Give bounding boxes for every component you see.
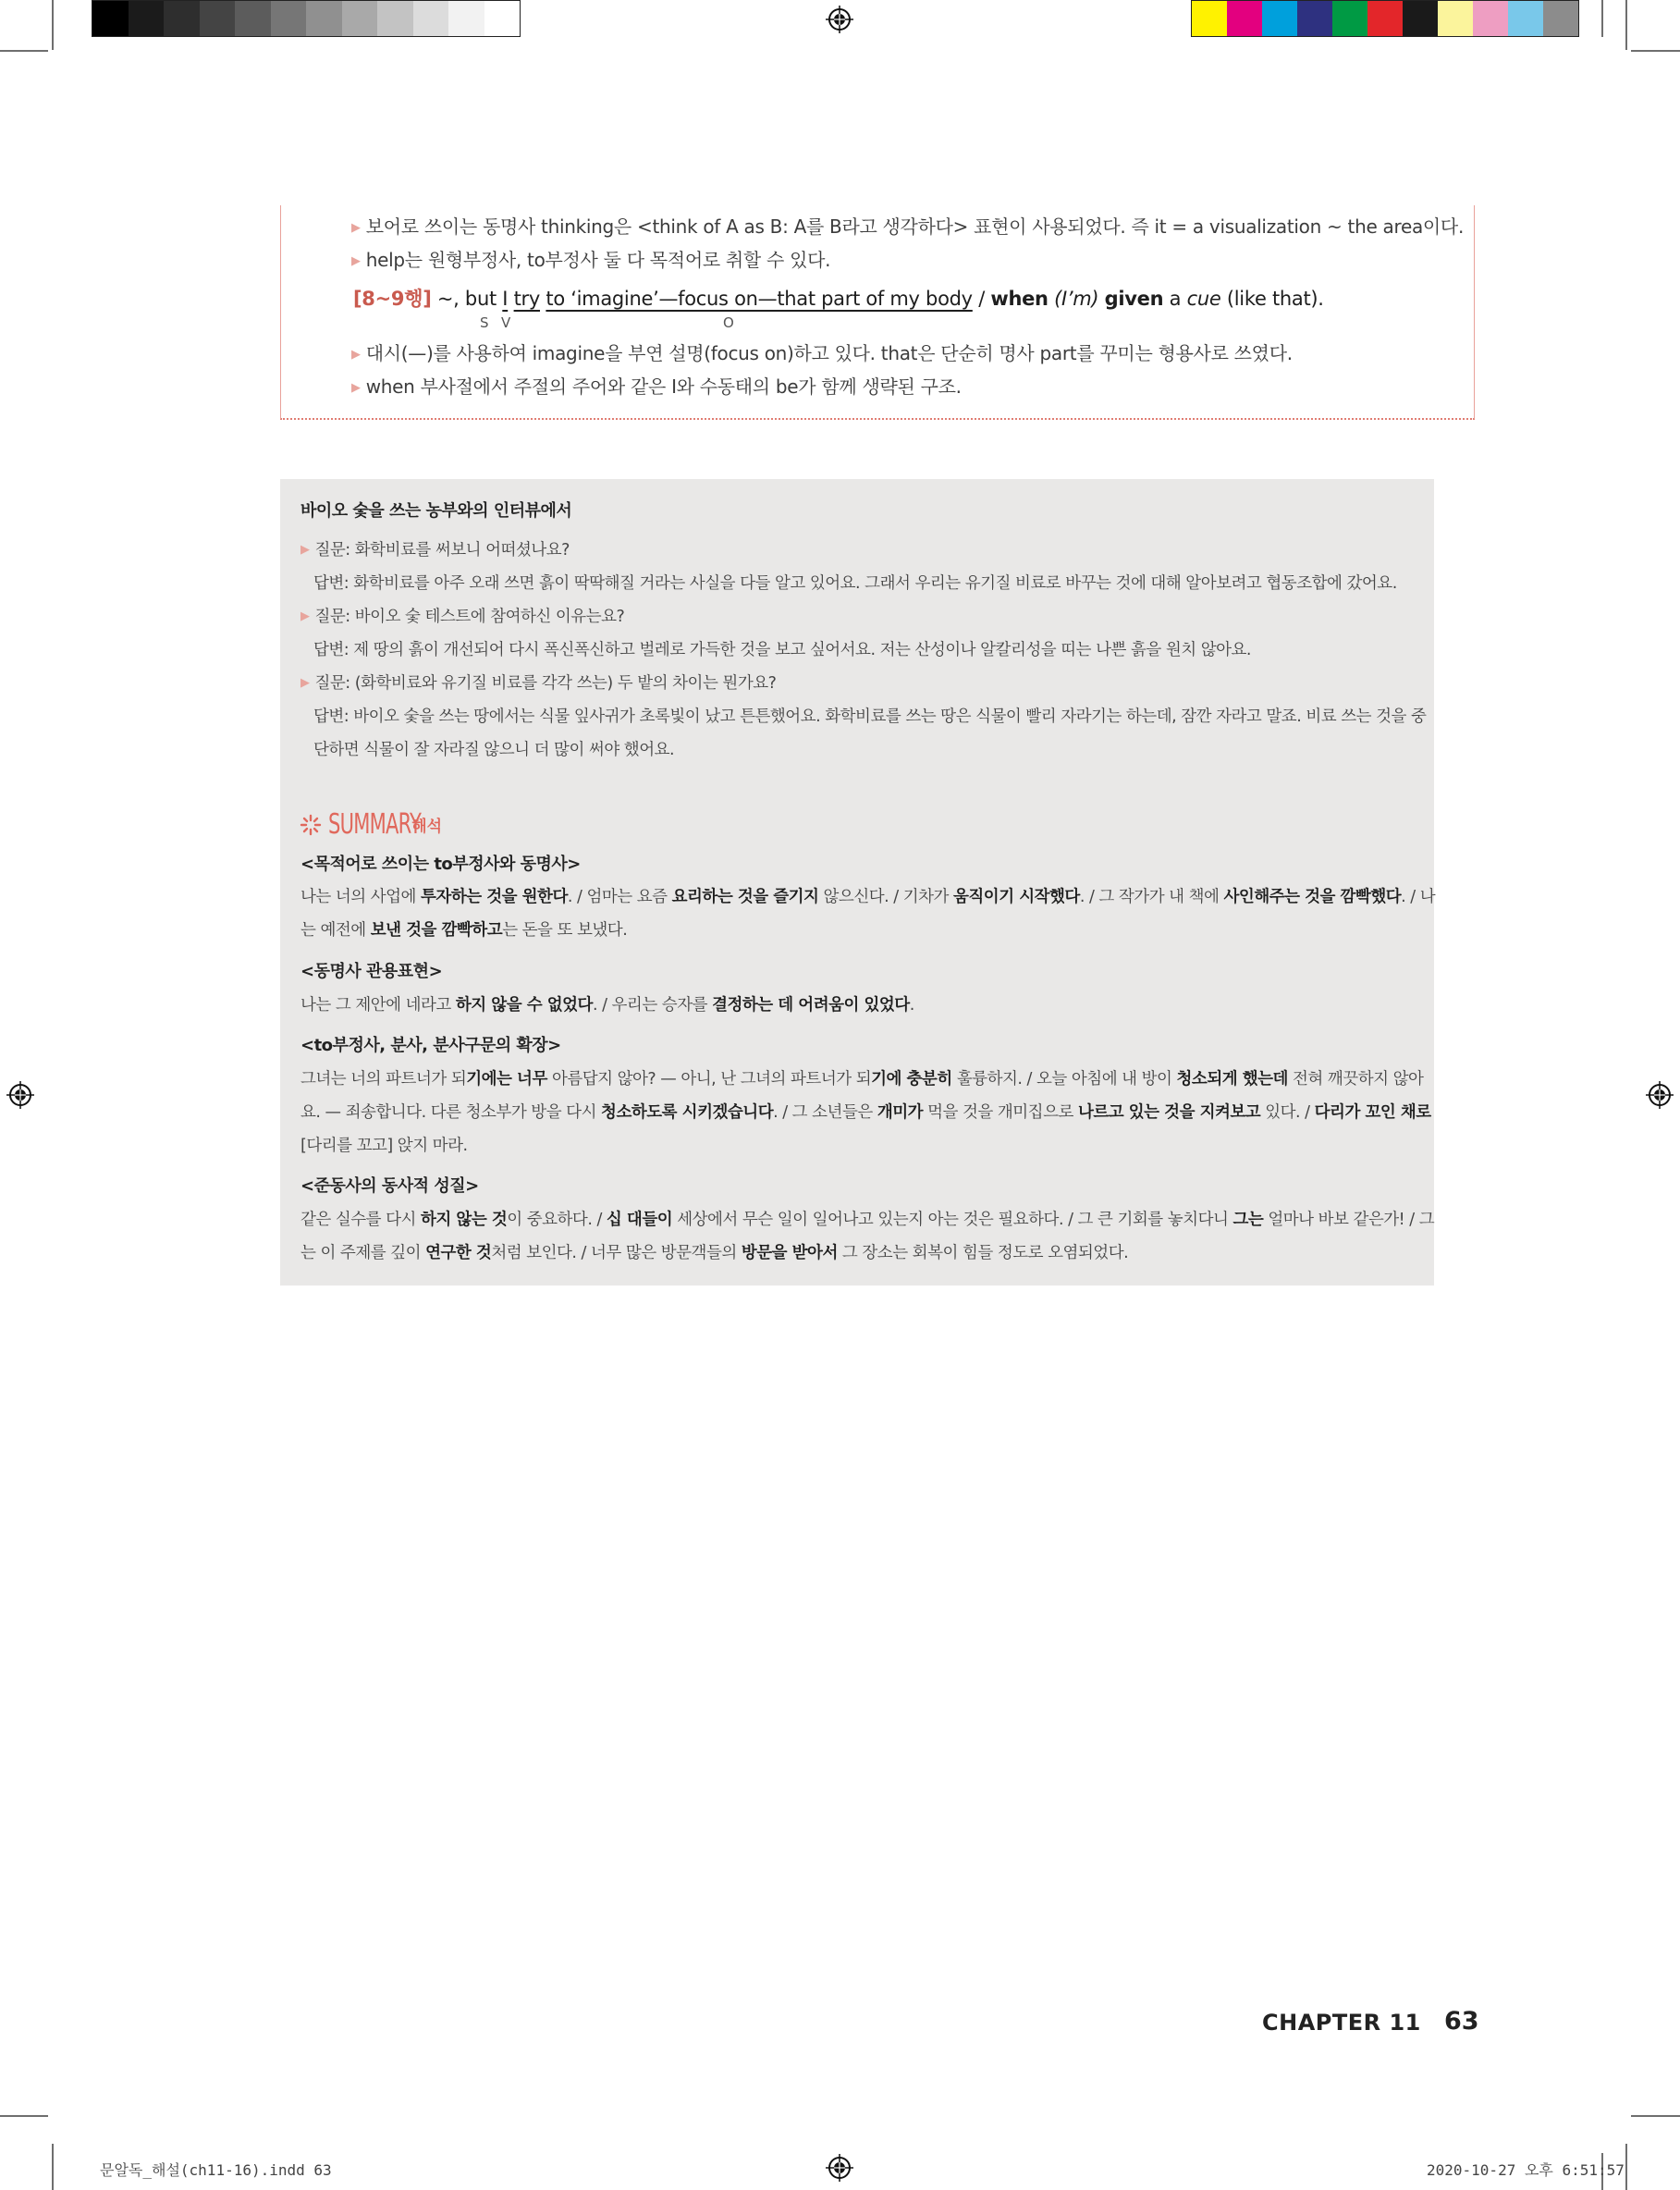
summary-text-line bbox=[300, 992, 914, 1015]
subject-word: I bbox=[502, 288, 509, 310]
object-phrase: to ‘imagine’—focus on—that part of my body bbox=[546, 288, 973, 310]
body-text: [다리를 꼬고] 앉지 마라. bbox=[300, 1137, 468, 1155]
color-swatch bbox=[1543, 1, 1578, 36]
gray-swatch bbox=[342, 1, 378, 36]
summary-section-title: <동명사 관용표현> bbox=[300, 962, 443, 981]
crop-mark bbox=[1625, 0, 1627, 50]
summary-section-title: <to부정사, 분사, 분사구문의 확장> bbox=[300, 1036, 561, 1055]
verb-marker: V bbox=[501, 314, 511, 331]
gray-swatch bbox=[377, 1, 413, 36]
note-line: ▶ 대시(—)를 사용하여 imagine을 부연 설명(focus on)하고 있다. that은 단순히 명사 part를 꾸미는 형용사로 쓰였다. bbox=[351, 342, 1293, 364]
body-text: 않으신다. / 기차가 bbox=[818, 888, 953, 906]
emphasis-text: 기에 충분히 bbox=[871, 1070, 952, 1089]
emphasis-text: 다리가 꼬인 채로 bbox=[1314, 1103, 1431, 1122]
triangle-bullet-icon: ▶ bbox=[300, 543, 310, 557]
gray-swatch bbox=[164, 1, 200, 36]
crop-mark bbox=[52, 0, 54, 50]
page-number: 63 bbox=[1444, 2007, 1479, 2036]
verb-word: try bbox=[513, 288, 540, 310]
emphasis-text: 움직이기 시작했다 bbox=[953, 888, 1080, 906]
summary-text-line bbox=[300, 1066, 1423, 1089]
body-text: 그 장소는 회복이 힘들 정도로 오염되었다. bbox=[837, 1244, 1129, 1262]
summary-text-line bbox=[300, 1100, 1431, 1123]
color-swatch bbox=[1473, 1, 1508, 36]
summary-section-title: <목적어로 쓰이는 to부정사와 동명사> bbox=[300, 855, 581, 874]
object-marker: O bbox=[723, 314, 734, 331]
body-text: . / 그 소년들은 bbox=[773, 1103, 877, 1122]
gray-swatch bbox=[200, 1, 236, 36]
body-text: 는 이 주제를 깊이 bbox=[300, 1244, 426, 1262]
triangle-bullet-icon: ▶ bbox=[351, 254, 361, 268]
emphasis-text: 나르고 있는 것을 지켜보고 bbox=[1077, 1103, 1261, 1122]
emphasis-text: 보낸 것을 깜빡하고 bbox=[370, 921, 503, 940]
body-text: . / 나 bbox=[1401, 888, 1436, 906]
emphasis-text: 기에는 너무 bbox=[466, 1070, 547, 1089]
emphasis-text: 십 대들이 bbox=[606, 1211, 673, 1229]
body-text: 요. — 죄송합니다. 다른 청소부가 방을 다시 bbox=[300, 1103, 602, 1122]
translation-panel bbox=[280, 479, 1434, 1286]
body-text: . bbox=[909, 996, 914, 1015]
emphasis-text: 그는 bbox=[1232, 1211, 1264, 1229]
summary-title: SUMMARY bbox=[328, 808, 422, 841]
summary-text-line bbox=[300, 884, 1435, 907]
note-line: ▶ when 부사절에서 주절의 주어와 같은 I와 수동태의 be가 함께 생략된 구조. bbox=[351, 375, 962, 398]
emphasis-text: 사인해주는 것을 깜빡했다 bbox=[1223, 888, 1402, 906]
body-text: 전혀 깨끗하지 않아 bbox=[1287, 1070, 1424, 1089]
process-color-bar bbox=[1191, 0, 1579, 37]
triangle-bullet-icon: ▶ bbox=[300, 609, 310, 623]
chapter-label: CHAPTER 11 bbox=[1262, 2010, 1421, 2036]
summary-text-line bbox=[300, 1240, 1128, 1263]
gray-swatch bbox=[413, 1, 449, 36]
emphasis-text: 하지 않을 수 없었다 bbox=[455, 996, 593, 1015]
note-line: ▶ help는 원형부정사, to부정사 둘 다 목적어로 취할 수 있다. bbox=[351, 249, 831, 271]
registration-mark-icon bbox=[826, 6, 853, 33]
color-swatch bbox=[1367, 1, 1403, 36]
body-text: 세상에서 무슨 일이 일어나고 있는지 아는 것은 필요하다. / 그 큰 기회를 놓치다니 bbox=[672, 1211, 1233, 1229]
registration-mark-icon bbox=[826, 2154, 853, 2182]
registration-mark-icon bbox=[1646, 1081, 1674, 1109]
color-swatch bbox=[1297, 1, 1332, 36]
crop-mark bbox=[0, 2115, 48, 2117]
answer-line: 답변: 제 땅의 흙이 개선되어 다시 폭신폭신하고 벌레로 가득한 것을 보고 싶어서요. 저는 산성이나 알칼리성을 띠는 나쁜 흙을 원치 않아요. bbox=[313, 641, 1251, 659]
emphasis-text: 개미가 bbox=[877, 1103, 924, 1122]
answer-line: 단하면 식물이 잘 자라질 않으니 더 많이 써야 했어요. bbox=[313, 741, 675, 759]
body-text: 는 예전에 bbox=[300, 921, 371, 940]
sparkle-icon bbox=[299, 813, 323, 837]
body-text: 훌륭하지. / 오늘 아침에 내 방이 bbox=[951, 1070, 1177, 1089]
crop-mark bbox=[52, 2144, 54, 2190]
emphasis-text: 방문을 받아서 bbox=[741, 1244, 838, 1262]
answer-line: 답변: 바이오 숯을 쓰는 땅에서는 식물 잎사귀가 초록빛이 났고 튼튼했어요. 화학비료를 쓰는 땅은 식물이 빨리 자라기는 하는데, 잠깐 자라고 말죠. 비료 쓰는 것을 중 bbox=[313, 707, 1427, 726]
gray-swatch bbox=[306, 1, 342, 36]
subject-marker: S bbox=[480, 314, 489, 331]
interview-title: 바이오 숯을 쓰는 농부와의 인터뷰에서 bbox=[300, 501, 572, 521]
crop-mark bbox=[1601, 0, 1603, 37]
grammar-notes-box bbox=[280, 205, 1475, 420]
body-text: 얼마나 바보 같은가! / 그 bbox=[1263, 1211, 1435, 1229]
body-text: 먹을 것을 개미집으로 bbox=[923, 1103, 1078, 1122]
emphasis-text: 투자하는 것을 원한다 bbox=[421, 888, 568, 906]
emphasis-text: 연구한 것 bbox=[425, 1244, 492, 1262]
crop-mark bbox=[1625, 2144, 1627, 2190]
summary-heading bbox=[299, 808, 442, 841]
emphasis-text: 하지 않는 것 bbox=[421, 1211, 508, 1229]
summary-subtitle: 해석 bbox=[411, 818, 443, 836]
body-text: 나는 너의 사업에 bbox=[300, 888, 422, 906]
emphasis-text: 결정하는 데 어려움이 있었다 bbox=[712, 996, 910, 1015]
triangle-bullet-icon: ▶ bbox=[351, 381, 361, 395]
note-line: ▶ 보어로 쓰이는 동명사 thinking은 <think of A as B: A를 B라고 생각하다> 표현이 사용되었다. 즉 it = a visualization ~ the area이다. bbox=[351, 215, 1465, 238]
registration-mark-icon bbox=[6, 1081, 34, 1109]
color-swatch bbox=[1192, 1, 1227, 36]
answer-line: 답변: 화학비료를 아주 오래 쓰면 흙이 딱딱해질 거라는 사실을 다들 알고 있어요. 그래서 우리는 유기질 비료로 바꾸는 것에 대해 알아보려고 협동조합에 갔어요. bbox=[313, 574, 1397, 593]
line-reference: [8~9행] bbox=[353, 288, 432, 310]
gray-swatch bbox=[92, 1, 129, 36]
gray-swatch bbox=[129, 1, 165, 36]
body-text: 있다. / bbox=[1260, 1103, 1315, 1122]
gray-swatch bbox=[484, 1, 521, 36]
body-text: . / 그 작가가 내 책에 bbox=[1079, 888, 1224, 906]
gray-swatch bbox=[448, 1, 484, 36]
body-text: . / 엄마는 요즘 bbox=[567, 888, 672, 906]
crop-mark bbox=[0, 50, 48, 52]
triangle-bullet-icon: ▶ bbox=[300, 676, 310, 690]
body-text: 그녀는 너의 파트너가 되 bbox=[300, 1070, 467, 1089]
gray-swatch bbox=[235, 1, 271, 36]
summary-text-line bbox=[300, 1207, 1434, 1230]
gray-swatch bbox=[271, 1, 307, 36]
color-swatch bbox=[1438, 1, 1473, 36]
file-slug: 문알독_해설(ch11-16).indd 63 bbox=[100, 2161, 332, 2179]
emphasis-text: 요리하는 것을 즐기지 bbox=[671, 888, 819, 906]
color-swatch bbox=[1262, 1, 1297, 36]
emphasis-text: 청소하도록 시키겠습니다 bbox=[601, 1103, 774, 1122]
summary-section-title: <준동사의 동사적 성질> bbox=[300, 1176, 479, 1196]
body-text: 는 돈을 또 보냈다. bbox=[502, 921, 628, 940]
analyzed-sentence: [8~9행] ~, but I try to ‘imagine’—focus on—that part of my body / when (I’m) given a cue (like that). bbox=[353, 288, 1324, 310]
date-slug: 2020-10-27 오후 6:51:57 bbox=[1427, 2161, 1625, 2179]
body-text: 아름답지 않아? — 아니, 난 그녀의 파트너가 되 bbox=[546, 1070, 872, 1089]
color-swatch bbox=[1332, 1, 1367, 36]
body-text: 나는 그 제안에 네라고 bbox=[300, 996, 456, 1015]
summary-text-line bbox=[300, 1133, 468, 1156]
question-line: ▶ 질문: 화학비료를 써보니 어떠셨나요? bbox=[300, 541, 570, 560]
crop-mark bbox=[1631, 2115, 1680, 2117]
body-text: 처럼 보인다. / 너무 많은 방문객들의 bbox=[491, 1244, 742, 1262]
question-line: ▶ 질문: 바이오 숯 테스트에 참여하신 이유는요? bbox=[300, 608, 625, 626]
color-swatch bbox=[1508, 1, 1543, 36]
triangle-bullet-icon: ▶ bbox=[351, 221, 361, 235]
question-line: ▶ 질문: (화학비료와 유기질 비료를 각각 쓰는) 두 밭의 차이는 뭔가요? bbox=[300, 674, 777, 693]
grayscale-color-bar bbox=[92, 0, 521, 37]
triangle-bullet-icon: ▶ bbox=[351, 348, 361, 362]
emphasis-text: 청소되게 했는데 bbox=[1176, 1070, 1288, 1089]
crop-mark bbox=[1631, 50, 1680, 52]
color-swatch bbox=[1227, 1, 1262, 36]
color-swatch bbox=[1403, 1, 1438, 36]
body-text: 이 중요하다. / bbox=[507, 1211, 607, 1229]
body-text: 같은 실수를 다시 bbox=[300, 1211, 422, 1229]
summary-text-line bbox=[300, 917, 627, 941]
body-text: . / 우리는 승자를 bbox=[592, 996, 713, 1015]
